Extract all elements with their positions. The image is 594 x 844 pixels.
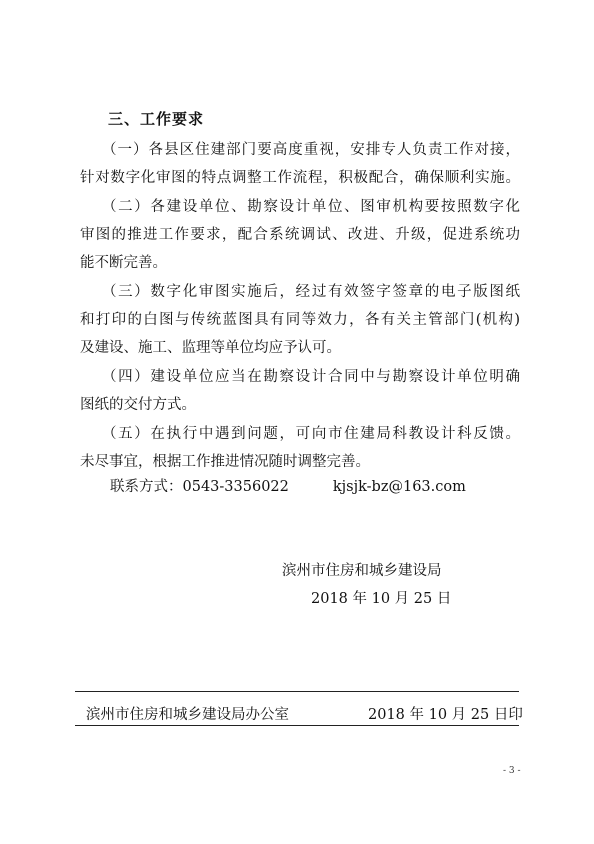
contact-phone: 联系方式：0543-3356022 (110, 479, 289, 495)
paragraph-5-line-2: 未尽事宜，根据工作推进情况随时调整完善。 (80, 454, 370, 470)
footer-office: 滨州市住房和城乡建设局办公室 (86, 707, 289, 723)
contact-line (110, 475, 466, 496)
contact-email: kjsjk-bz@163.com (332, 479, 466, 495)
paragraph-3-line-1: （三）数字化审图实施后，经过有效签字签章的电子版图纸 (102, 284, 520, 300)
paragraph-2-line-1: （二）各建设单位、勘察设计单位、图审机构要按照数字化 (102, 199, 520, 215)
paragraph-1-line-1: （一）各县区住建部门要高度重视，安排专人负责工作对接， (102, 142, 520, 158)
paragraph-5-line-1: （五）在执行中遇到问题，可向市住建局科教设计科反馈。 (102, 426, 520, 442)
signature-date: 2018 年 10 月 25 日 (311, 591, 452, 607)
paragraph-3-line-2: 和打印的白图与传统蓝图具有同等效力，各有关主管部门(机构) (80, 312, 520, 328)
paragraph-2-line-3: 能不断完善。 (80, 255, 167, 271)
paragraph-4-line-1: （四）建设单位应当在勘察设计合同中与勘察设计单位明确 (102, 369, 520, 385)
paragraph-2-line-2: 审图的推进工作要求，配合系统调试、改进、升级，促进系统功 (80, 227, 520, 243)
footer-top-rule (75, 691, 519, 692)
paragraph-3-line-3: 及建设、施工、监理等单位均应予认可。 (80, 340, 341, 356)
section-heading: 三、工作要求 (108, 110, 205, 128)
footer-print-date: 2018 年 10 月 25 日印 (368, 707, 523, 723)
page-number: - 3 - (503, 766, 521, 776)
footer-bottom-rule (75, 725, 519, 726)
signature-organization: 滨州市住房和城乡建设局 (282, 563, 442, 579)
paragraph-1-line-2: 针对数字化审图的特点调整工作流程，积极配合，确保顺利实施。 (80, 170, 520, 186)
paragraph-4-line-2: 图纸的交付方式。 (80, 397, 196, 413)
